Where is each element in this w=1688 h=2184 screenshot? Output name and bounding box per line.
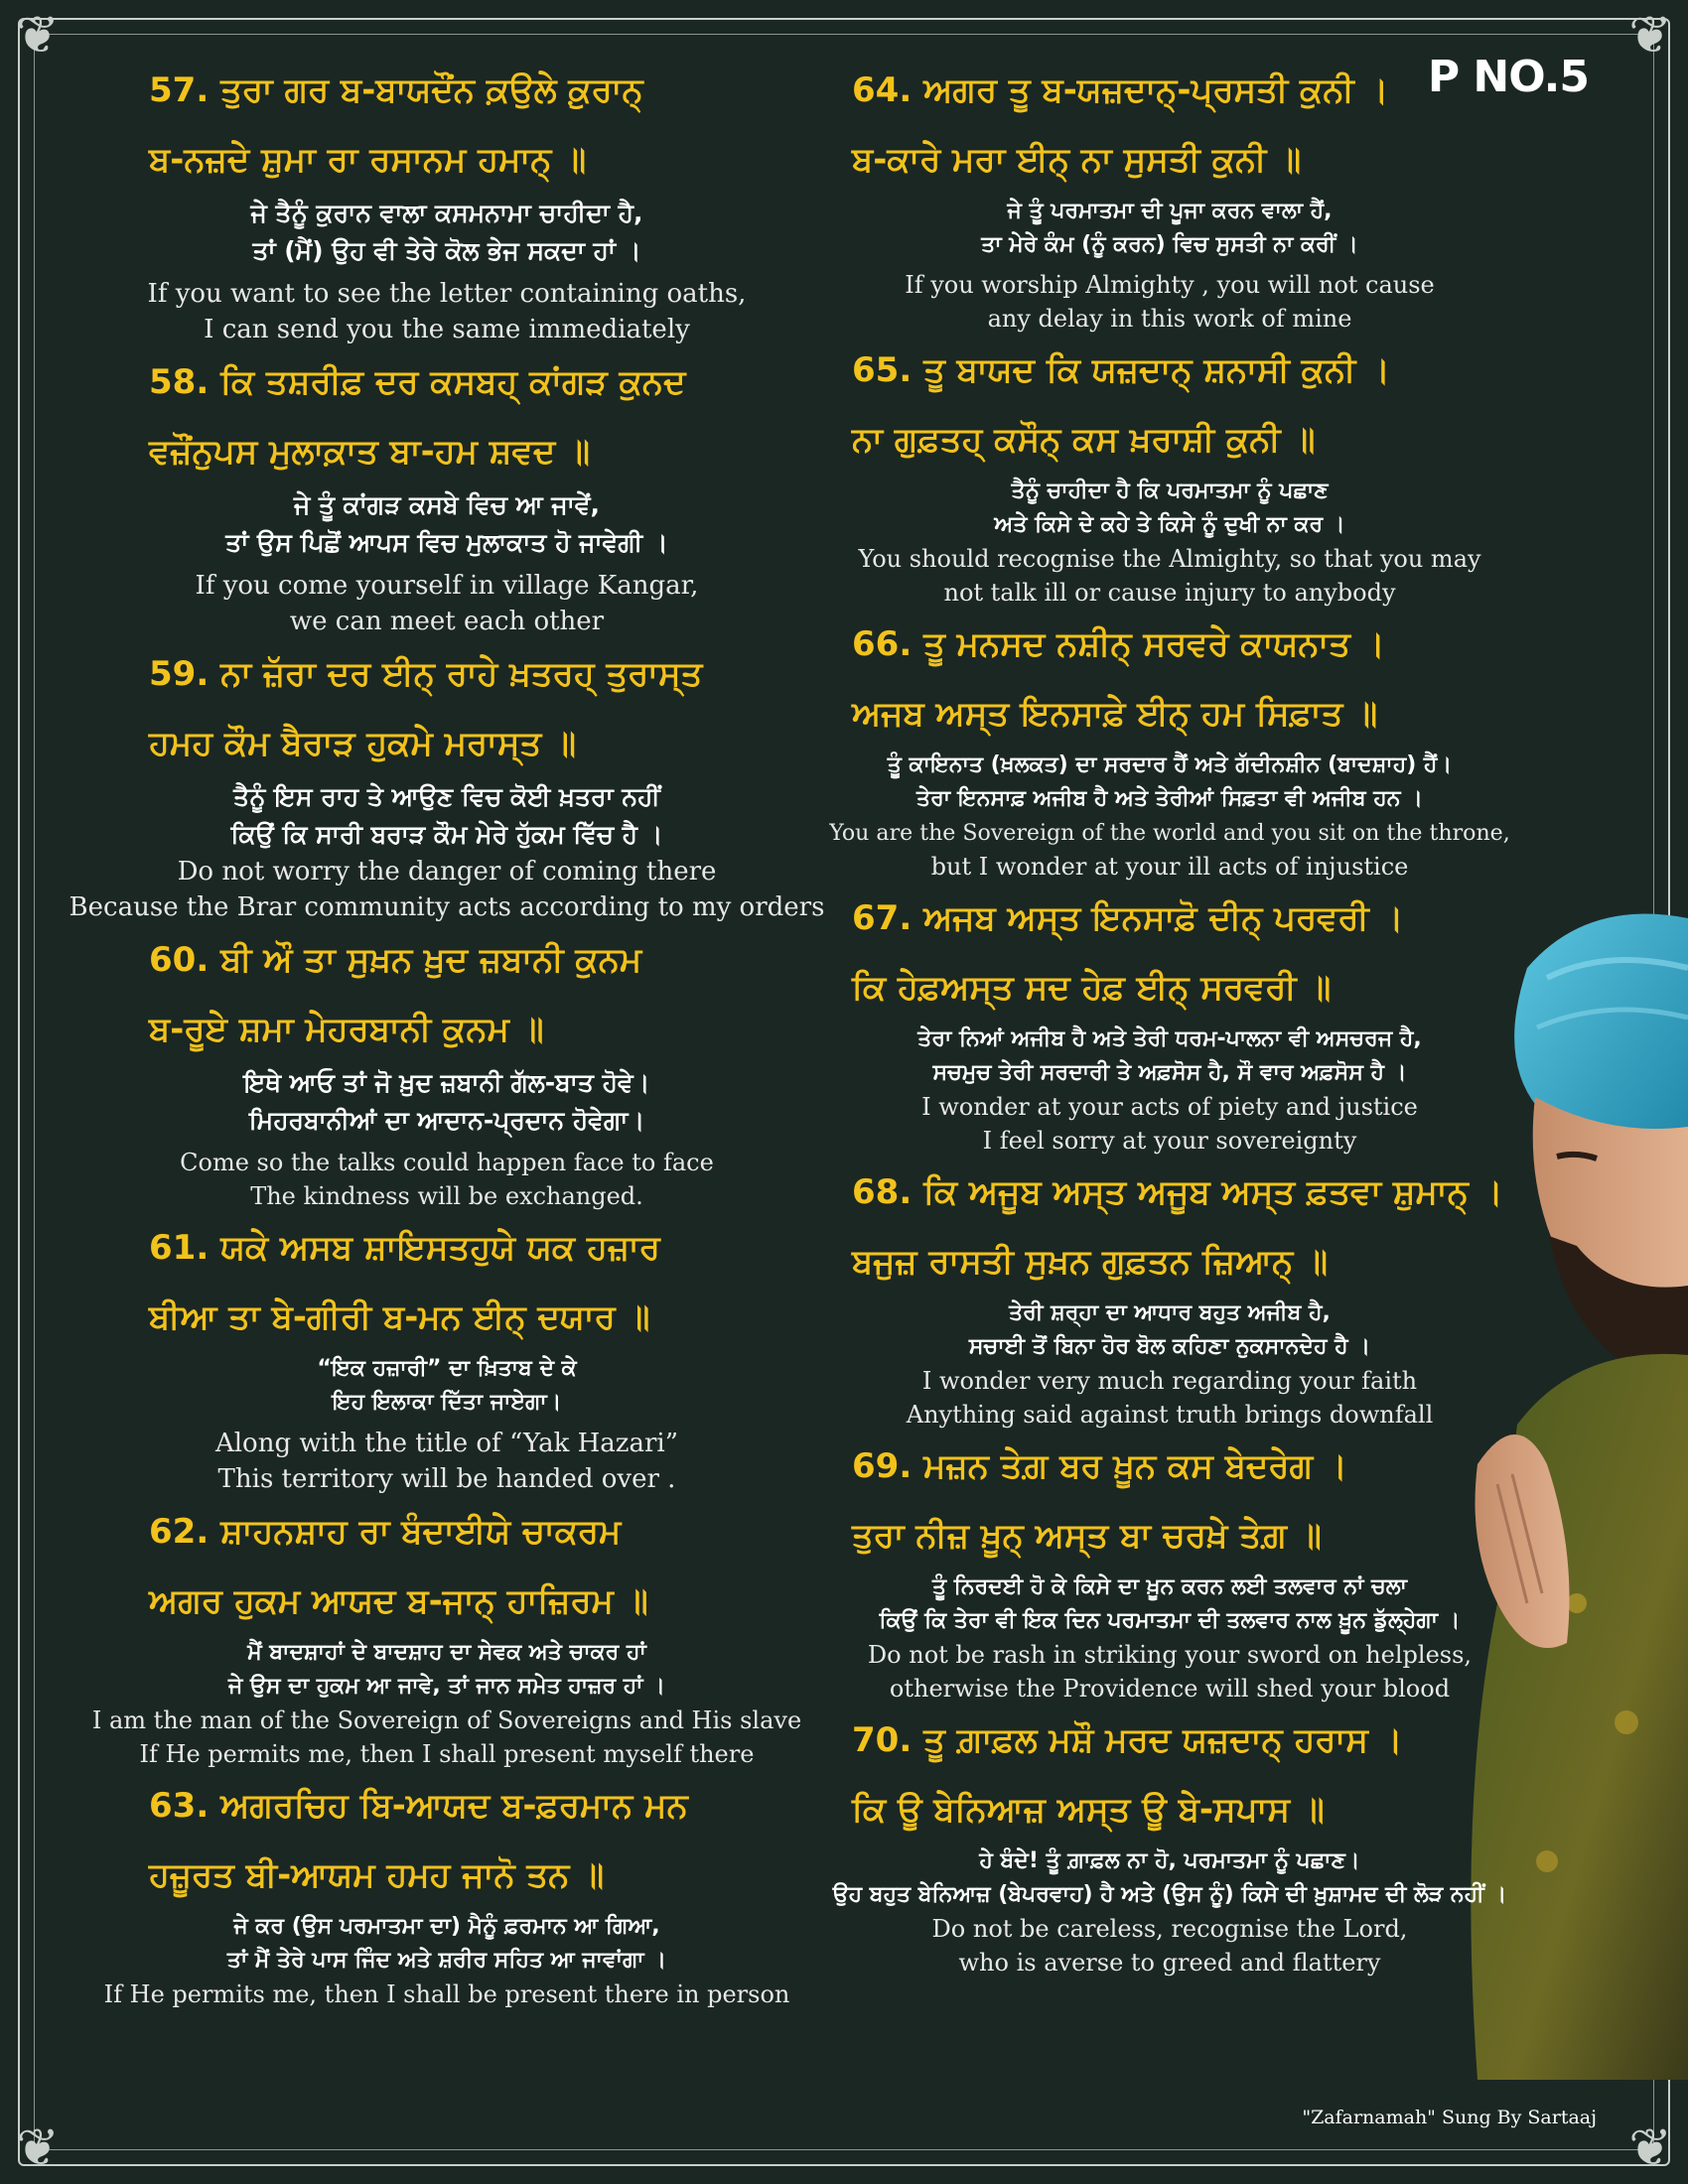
english-translation: we can meet each other [289, 607, 605, 636]
english-translation: Do not worry the danger of coming there [177, 857, 717, 887]
english-translation: I can send you the same immediately [204, 315, 690, 344]
verse-64 [822, 56, 1517, 336]
punjabi-translation: ਤਾਂ ਉਸ ਪਿਛੋਂ ਆਪਸ ਵਿਚ ਮੁਲਾਕਾਤ ਹੋ ਜਾਵੇਗੀ । [225, 528, 668, 557]
english-translation: You should recognise the Almighty, so that you may [858, 545, 1481, 573]
gurmukhi-verse-line: 60. ਬੀ ਔ ਤਾ ਸੁਖ਼ਨ ਖ਼ੁਦ ਜ਼ਬਾਨੀ ਕੁਨਮ [149, 940, 642, 980]
english-translation: Because the Brar community acts according to my orders [69, 892, 825, 922]
english-translation: If He permits me, then I shall be present there in person [103, 1980, 790, 2008]
punjabi-translation: ਤਾ ਮੇਰੇ ਕੰਮ (ਨੂੰ ਕਰਨ) ਵਿਚ ਸੁਸਤੀ ਨਾ ਕਰੀਂ । [981, 232, 1358, 257]
verse-59 [60, 639, 834, 925]
corner-ornament-icon: ❦ [1628, 2118, 1672, 2178]
punjabi-translation: ਜੇ ਤੂੰ ਕਾਂਗੜ ਕਸਬੇ ਵਿਚ ਆ ਜਾਵੇਂ, [293, 490, 601, 519]
gurmukhi-verse-line: ਹਮਹ ਕੌਮ ਬੈਰਾੜ ਹੁਕਮੇ ਮਰਾਸ੍ਤ ॥ [149, 724, 577, 763]
verse-58 [60, 347, 834, 639]
verse-61 [60, 1213, 834, 1497]
punjabi-translation: ਕਿਉਂ ਕਿ ਤੇਰਾ ਵੀ ਇਕ ਦਿਨ ਪਰਮਾਤਮਾ ਦੀ ਤਲਵਾਰ ਨਾਲ ਖ਼ੂਨ ਡੁੱਲ੍ਹੇਗਾ । [879, 1608, 1461, 1633]
english-translation: If you want to see the letter containing oaths, [147, 279, 747, 309]
english-translation: I am the man of the Sovereign of Sovereigns and His slave [91, 1706, 802, 1734]
gurmukhi-verse-line: 66. ਤੂ ਮਨਸਦ ਨਸ਼ੀਨ੍ ਸਰਵਰੇ ਕਾਯਨਾਤ । [852, 624, 1385, 664]
punjabi-translation: ਤਾਂ (ਮੈਂ) ਉਹ ਵੀ ਤੇਰੇ ਕੋਲ ਭੇਜ ਸਕਦਾ ਹਾਂ । [252, 236, 641, 265]
gurmukhi-verse-line: 63. ਅਗਰਚਿਹ ਬਿ-ਆਯਦ ਬ-ਫ਼ਰਮਾਨ ਮਨ [149, 1786, 688, 1826]
punjabi-translation: ਹੇ ਬੰਦੇ! ਤੂੰ ਗ਼ਾਫ਼ਲ ਨਾ ਹੋ, ਪਰਮਾਤਮਾ ਨੂੰ ਪਛਾਣ। [979, 1848, 1360, 1873]
verse-60 [60, 925, 834, 1213]
english-translation: but I wonder at your ill acts of injustice [930, 853, 1409, 881]
punjabi-translation: ਜੇ ਤੂੰ ਪਰਮਾਤਮਾ ਦੀ ਪੂਜਾ ਕਰਨ ਵਾਲਾ ਹੈਂ, [1007, 199, 1333, 223]
gurmukhi-verse-line: 65. ਤੂ ਬਾਯਦ ਕਿ ਯਜ਼ਦਾਨ੍ ਸ਼ਨਾਸੀ ਕੁਨੀ । [852, 350, 1391, 390]
punjabi-translation: ਅਤੇ ਕਿਸੇ ਦੇ ਕਹੇ ਤੇ ਕਿਸੇ ਨੂੰ ਦੁਖੀ ਨਾ ਕਰ । [994, 512, 1345, 537]
english-translation: Do not be careless, recognise the Lord, [931, 1915, 1408, 1943]
punjabi-translation: ਜੇ ਕਰ (ਉਸ ਪਰਮਾਤਮਾ ਦਾ) ਮੈਨੂੰ ਫ਼ਰਮਾਨ ਆ ਗਿਆ, [233, 1914, 660, 1939]
english-translation: Come so the talks could happen face to face [180, 1149, 714, 1176]
gurmukhi-verse-line: ਅਜਬ ਅਸ੍ਤ ਇਨਸਾਫ਼ੇ ਈਨ੍ ਹਮ ਸਿਫ਼ਾਤ ॥ [852, 694, 1378, 734]
gurmukhi-verse-line: 61. ਯਕੇ ਅਸਬ ਸ਼ਾਇਸਤਹੁਯੇ ਯਕ ਹਜ਼ਾਰ [149, 1228, 660, 1268]
gurmukhi-verse-line: ਬੀਆ ਤਾ ਬੇ-ਗੀਰੀ ਬ-ਮਨ ਈਨ੍ ਦਯਾਰ ॥ [149, 1297, 650, 1337]
gurmukhi-verse-line: 59. ਨਾ ਜ਼ੱਰਾ ਦਰ ਈਨ੍ ਰਾਹੇ ਖ਼ਤਰਹ੍ ਤੁਰਾਸ੍ਤ [149, 654, 703, 694]
english-translation: Along with the title of “Yak Hazari” [214, 1429, 679, 1458]
corner-ornament-icon: ❦ [16, 2118, 60, 2178]
punjabi-translation: ਤੂੰ ਕਾਇਨਾਤ (ਖ਼ਲਕਤ) ਦਾ ਸਰਦਾਰ ਹੈਂ ਅਤੇ ਗੱਦੀਨਸ਼ੀਨ (ਬਾਦਸ਼ਾਹ) ਹੈਂ। [887, 752, 1453, 777]
english-translation: who is averse to greed and flattery [958, 1949, 1381, 1977]
verse-65 [822, 336, 1517, 610]
punjabi-translation: ਤੈਨੂੰ ਇਸ ਰਾਹ ਤੇ ਆਉਣ ਵਿਚ ਕੋਈ ਖ਼ਤਰਾ ਨਹੀਂ [233, 782, 660, 811]
corner-ornament-icon: ❦ [16, 6, 60, 66]
english-translation: not talk ill or cause injury to anybody [943, 579, 1396, 607]
punjabi-translation: ਤੇਰਾ ਇਨਸਾਫ਼ ਅਜੀਬ ਹੈ ਅਤੇ ਤੇਰੀਆਂ ਸਿਫ਼ਤਾ ਵੀ ਅਜੀਬ ਹਨ । [916, 786, 1423, 811]
gurmukhi-verse-line: ਤੁਰਾ ਨੀਜ਼ ਖ਼ੂਨ੍ ਅਸ੍ਤ ਬਾ ਚਰਖ਼ੇ ਤੇਗ਼ ॥ [852, 1516, 1322, 1556]
verse-57 [60, 56, 834, 347]
gurmukhi-verse-line: 58. ਕਿ ਤਸ਼ਰੀਫ਼ ਦਰ ਕਸਬਹ੍ ਕਾਂਗੜ ਕੁਨਦ [149, 362, 686, 402]
english-translation: The kindness will be exchanged. [250, 1182, 643, 1210]
verse-62 [60, 1497, 834, 1771]
right-column [822, 56, 1517, 1979]
gurmukhi-verse-line: ਬ-ਰੂਏ ਸ਼ਮਾ ਮੇਹਰਬਾਨੀ ਕੁਨਮ ॥ [149, 1010, 544, 1049]
credit-caption: "Zafarnamah" Sung By Sartaaj [1302, 2107, 1597, 2128]
punjabi-translation: ਤੇਰਾ ਨਿਆਂ ਅਜੀਬ ਹੈ ਅਤੇ ਤੇਰੀ ਧਰਮ-ਪਾਲਨਾ ਵੀ ਅਸਚਰਜ ਹੈ, [917, 1026, 1422, 1051]
english-translation: I feel sorry at your sovereignty [982, 1127, 1357, 1155]
english-translation: This territory will be handed over . [217, 1464, 676, 1494]
verse-63 [60, 1771, 834, 2011]
punjabi-translation: ਜੇ ਤੈਨੂੰ ਕੁਰਾਨ ਵਾਲਾ ਕਸਮਨਾਮਾ ਚਾਹੀਦਾ ਹੈ, [250, 199, 643, 227]
gurmukhi-verse-line: 57. ਤੁਰਾ ਗਰ ਬ-ਬਾਯਦੌਂਨ ਕ਼ਉਲੇ ਕ਼ੁਰਾਨ੍ [149, 70, 643, 110]
gurmukhi-verse-line: 67. ਅਜਬ ਅਸ੍ਤ ਇਨਸਾਫ਼ੋ ਦੀਨ੍ ਪਰਵਰੀ । [852, 898, 1404, 938]
gurmukhi-verse-line: ਬ-ਕਾਰੇ ਮਰਾ ਈਨ੍ ਨਾ ਸੁਸਤੀ ਕੁਨੀ ॥ [852, 140, 1302, 180]
verse-68 [822, 1158, 1517, 1432]
english-translation: I wonder at your acts of piety and justice [921, 1093, 1418, 1121]
gurmukhi-verse-line: ਕਿ ਊ ਬੇਨਿਆਜ਼ ਅਸ੍ਤ ਊ ਬੇ-ਸਪਾਸ ॥ [852, 1790, 1325, 1830]
punjabi-translation: ਮੈਂ ਬਾਦਸ਼ਾਹਾਂ ਦੇ ਬਾਦਸ਼ਾਹ ਦਾ ਸੇਵਕ ਅਤੇ ਚਾਕਰ ਹਾਂ [247, 1640, 646, 1665]
english-translation: If He permits me, then I shall present myself there [139, 1740, 755, 1768]
punjabi-translation: “ਇਕ ਹਜ਼ਾਰੀ” ਦਾ ਖ਼ਿਤਾਬ ਦੇ ਕੇ [317, 1356, 577, 1381]
punjabi-translation: ਤੂੰ ਨਿਰਦਈ ਹੋ ਕੇ ਕਿਸੇ ਦਾ ਖ਼ੂਨ ਕਰਨ ਲਈ ਤਲਵਾਰ ਨਾਂ ਚਲਾ [932, 1574, 1407, 1599]
gurmukhi-verse-line: 68. ਕਿ ਅਜੂਬ ਅਸ੍ਤ ਅਜੂਬ ਅਸ੍ਤ ਫ਼ਤਵਾ ਸ਼ੁਮਾਨ੍ । [852, 1172, 1503, 1212]
verse-69 [822, 1432, 1517, 1706]
punjabi-translation: ਜੇ ਉਸ ਦਾ ਹੁਕਮ ਆ ਜਾਵੇ, ਤਾਂ ਜਾਨ ਸਮੇਤ ਹਾਜ਼ਰ ਹਾਂ । [227, 1674, 665, 1699]
english-translation: If you worship Almighty , you will not cause [905, 271, 1435, 299]
english-translation: You are the Sovereign of the world and you sit on the throne, [829, 820, 1510, 846]
gurmukhi-verse-line: 69. ਮਜ਼ਨ ਤੇਗ਼ ਬਰ ਖ਼ੂਨ ਕਸ ਬੇਦਰੇਗ । [852, 1446, 1347, 1486]
punjabi-translation: ਤੇਰੀ ਸ਼ਰ੍ਹਾ ਦਾ ਆਧਾਰ ਬਹੁਤ ਅਜੀਬ ਹੈ, [1009, 1300, 1331, 1325]
punjabi-translation: ਕਿਉਂ ਕਿ ਸਾਰੀ ਬਰਾੜ ਕੌਮ ਮੇਰੇ ਹੁੱਕਮ ਵਿੱਚ ਹੈ । [230, 820, 663, 849]
verse-67 [822, 884, 1517, 1158]
punjabi-translation: ਉਹ ਬਹੁਤ ਬੇਨਿਆਜ਼ (ਬੇਪਰਵਾਹ) ਹੈ ਅਤੇ (ਉਸ ਨੂੰ) ਕਿਸੇ ਦੀ ਖ਼ੁਸ਼ਾਮਦ ਦੀ ਲੋੜ ਨਹੀਂ । [832, 1882, 1507, 1907]
punjabi-translation: ਇਥੇ ਆਓ ਤਾਂ ਜੋ ਖ਼ੁਦ ਜ਼ਬਾਨੀ ਗੱਲ-ਬਾਤ ਹੋਵੇ। [243, 1068, 650, 1097]
english-translation: Anything said against truth brings downfall [906, 1401, 1434, 1429]
verse-70 [822, 1706, 1517, 1979]
english-translation: If you come yourself in village Kangar, [195, 571, 699, 601]
gurmukhi-verse-line: 62. ਸ਼ਾਹਨਸ਼ਾਹ ਰਾ ਬੰਦਾਈਯੇ ਚਾਕਰਮ [149, 1512, 622, 1552]
gurmukhi-verse-line: 64. ਅਗਰ ਤੂ ਬ-ਯਜ਼ਦਾਨ੍-ਪ੍ਰਸਤੀ ਕੁਨੀ । [852, 70, 1389, 110]
gurmukhi-verse-line: ਨਾ ਗੁਫ਼ਤਹ੍ ਕਸੌਨ੍ ਕਸ ਖ਼ਰਾਸ਼ੀ ਕੁਨੀ ॥ [852, 420, 1316, 460]
gurmukhi-verse-line: ਹਜ਼ੂਰਤ ਬੀ-ਆਯਮ ਹਮਹ ਜਾਨੋ ਤਨ ॥ [149, 1855, 605, 1895]
punjabi-translation: ਮਿਹਰਬਾਨੀਆਂ ਦਾ ਆਦਾਨ-ਪ੍ਰਦਾਨ ਹੋਵੇਗਾ। [248, 1106, 645, 1135]
verse-66 [822, 610, 1517, 884]
punjabi-translation: ਸਚਮੁਚ ਤੇਰੀ ਸਰਦਾਰੀ ਤੇ ਅਫ਼ਸੋਸ ਹੈ, ਸੌ ਵਾਰ ਅਫ਼ਸੋਸ ਹੈ । [932, 1060, 1407, 1085]
punjabi-translation: ਇਹ ਇਲਾਕਾ ਦਿੱਤਾ ਜਾਏਗਾ। [332, 1390, 562, 1415]
punjabi-translation: ਸਚਾਈ ਤੋਂ ਬਿਨਾ ਹੋਰ ਬੋਲ ਕਹਿਣਾ ਨੁਕਸਾਨਦੇਹ ਹੈ । [968, 1334, 1371, 1359]
punjabi-translation: ਤਾਂ ਮੈਂ ਤੇਰੇ ਪਾਸ ਜਿੰਦ ਅਤੇ ਸ਼ਰੀਰ ਸਹਿਤ ਆ ਜਾਵਾਂਗਾ । [226, 1948, 667, 1973]
english-translation: otherwise the Providence will shed your blood [889, 1675, 1451, 1703]
gurmukhi-verse-line: ਕਿ ਹੇਫ਼ਅਸ੍ਤ ਸਦ ਹੇਫ਼ ਈਨ੍ ਸਰਵਰੀ ॥ [852, 968, 1332, 1008]
gurmukhi-verse-line: ਵਜ਼ੌਂਨੁਪਸ ਮੁਲਾਕ਼ਾਤ ਬਾ-ਹਮ ਸ਼ਵਦ ॥ [149, 432, 590, 472]
left-column [60, 56, 834, 2011]
gurmukhi-verse-line: ਅਗਰ ਹੁਕਮ ਆਯਦ ਬ-ਜਾਨ੍ ਹਾਜ਼ਿਰਮ ॥ [149, 1581, 648, 1621]
page-number: P NO.5 [1427, 52, 1589, 102]
english-translation: any delay in this work of mine [987, 305, 1352, 333]
gurmukhi-verse-line: 70. ਤੂ ਗ਼ਾਫ਼ਲ ਮਸ਼ੌ ਮਰਦ ਯਜ਼ਦਾਨ੍ ਹਰਾਸ । [852, 1720, 1403, 1760]
english-translation: Do not be rash in striking your sword on helpless, [867, 1641, 1473, 1669]
punjabi-translation: ਤੈਨੂੰ ਚਾਹੀਦਾ ਹੈ ਕਿ ਪਰਮਾਤਮਾ ਨੂੰ ਪਛਾਣ [1011, 478, 1329, 503]
gurmukhi-verse-line: ਬ-ਨਜ਼ਦੇ ਸ਼ੁਮਾ ਰਾ ਰਸਾਨਮ ਹਮਾਨ੍ ॥ [149, 140, 587, 180]
corner-ornament-icon: ❦ [1628, 6, 1672, 66]
english-translation: I wonder very much regarding your faith [921, 1367, 1418, 1395]
gurmukhi-verse-line: ਬਜੁਜ਼ ਰਾਸਤੀ ਸੁਖ਼ਨ ਗੁਫ਼ਤਨ ਜ਼ਿਆਨ੍ ॥ [852, 1242, 1328, 1282]
